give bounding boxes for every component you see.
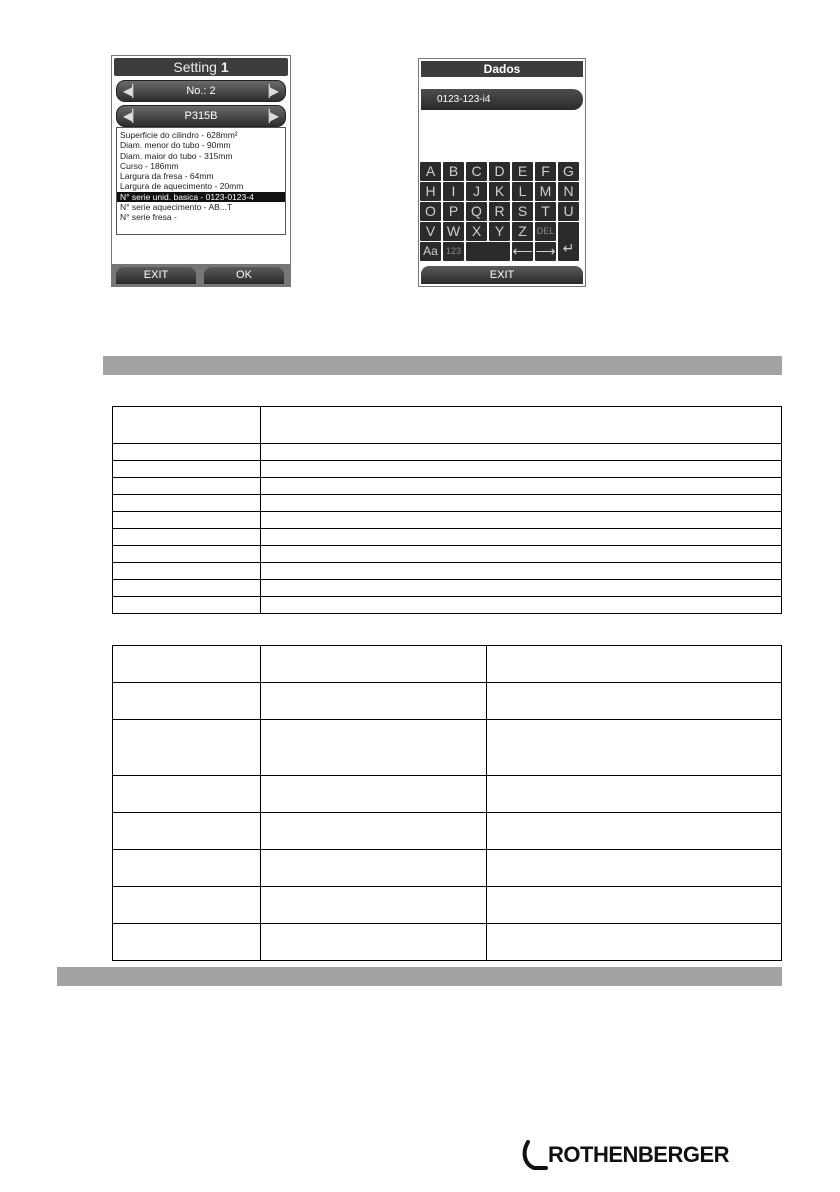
data-input-field[interactable]: 0123-123-i4: [421, 89, 583, 110]
section-header-bar: [57, 967, 782, 986]
enter-icon: ↵: [562, 240, 575, 256]
info-row[interactable]: Superficie do cilindro - 628mm²: [120, 130, 238, 140]
table-row: [113, 407, 782, 444]
key-j[interactable]: J: [466, 182, 487, 201]
exit-button[interactable]: EXIT: [116, 267, 196, 284]
key-y[interactable]: Y: [489, 222, 510, 241]
key-d[interactable]: D: [489, 162, 510, 181]
info-list: [116, 127, 286, 235]
key-z[interactable]: Z: [512, 222, 533, 241]
enter-key[interactable]: [558, 222, 579, 261]
table-row: [113, 563, 782, 580]
arrow-right-icon: ⟶: [535, 243, 556, 259]
delete-key[interactable]: DEL: [535, 222, 556, 241]
info-row[interactable]: Largura da fresa - 64mm: [120, 171, 214, 182]
arrow-right-icon[interactable]: ▕▶: [260, 109, 279, 123]
key-m[interactable]: M: [535, 182, 556, 201]
table-row: [113, 924, 782, 961]
table-row: [113, 646, 782, 683]
dados-screen: [418, 58, 586, 287]
key-a[interactable]: A: [420, 162, 441, 181]
table-row: [113, 597, 782, 614]
info-row[interactable]: Curso - 186mm: [120, 160, 179, 171]
info-row[interactable]: Diam. menor do tubo - 90mm: [120, 140, 231, 151]
key-l[interactable]: L: [512, 182, 533, 201]
key-x[interactable]: X: [466, 222, 487, 241]
key-p[interactable]: P: [443, 202, 464, 221]
arrow-left-icon: ⟵: [512, 243, 533, 259]
rothenberger-logo: [520, 1138, 740, 1172]
key-h[interactable]: H: [420, 182, 441, 201]
exit-button[interactable]: EXIT: [421, 266, 583, 284]
section-header-bar: [103, 356, 782, 375]
number-selector-value: No.: 2: [186, 85, 216, 97]
table-row: [113, 813, 782, 850]
key-u[interactable]: U: [558, 202, 579, 221]
table-row: [113, 887, 782, 924]
logo-text: ROTHENBERGER: [548, 1142, 730, 1167]
dados-title: Dados: [421, 61, 583, 77]
table-row: [113, 683, 782, 720]
table-row: [113, 546, 782, 563]
info-row[interactable]: Diam. maior do tubo - 315mm: [120, 150, 233, 161]
info-row[interactable]: N° serie aquecimento - AB...T: [120, 202, 233, 213]
model-selector-value: P315B: [184, 110, 218, 122]
arrow-left-key[interactable]: [512, 242, 533, 261]
key-k[interactable]: K: [489, 182, 510, 201]
key-t[interactable]: T: [535, 202, 556, 221]
key-b[interactable]: B: [443, 162, 464, 181]
key-c[interactable]: C: [466, 162, 487, 181]
arrow-left-icon[interactable]: ◀▏: [123, 84, 142, 98]
table-row: [113, 529, 782, 546]
info-row[interactable]: Largura de aquecimento - 20mm: [120, 181, 244, 192]
setting-screen: [111, 55, 291, 287]
key-r[interactable]: R: [489, 202, 510, 221]
table-row: [113, 461, 782, 478]
logo-swoosh-icon: [520, 1138, 550, 1172]
key-n[interactable]: N: [558, 182, 579, 201]
table-row: [113, 512, 782, 529]
key-f[interactable]: F: [535, 162, 556, 181]
ok-button[interactable]: OK: [204, 267, 284, 284]
table-row: [113, 444, 782, 461]
table-row: [113, 495, 782, 512]
info-row[interactable]: N° serie fresa -: [120, 212, 177, 223]
key-q[interactable]: Q: [466, 202, 487, 221]
key-s[interactable]: S: [512, 202, 533, 221]
numeric-key[interactable]: 123: [443, 242, 464, 261]
table-row: [113, 776, 782, 813]
key-w[interactable]: W: [443, 222, 464, 241]
case-toggle-key[interactable]: Aa: [420, 242, 441, 261]
key-o[interactable]: O: [420, 202, 441, 221]
key-v[interactable]: V: [420, 222, 441, 241]
table-row: [113, 720, 782, 776]
model-selector[interactable]: [116, 105, 286, 127]
number-selector[interactable]: [116, 80, 286, 102]
table-row: [113, 580, 782, 597]
table-empty-three-column: [112, 645, 782, 961]
key-g[interactable]: G: [558, 162, 579, 181]
info-row-selected[interactable]: N° serie unid. basica - 0123-0123-4: [117, 192, 285, 202]
table-empty-two-column: [112, 406, 782, 614]
key-i[interactable]: I: [443, 182, 464, 201]
setting-title: Setting 1: [114, 58, 288, 76]
arrow-right-icon[interactable]: ▕▶: [260, 84, 279, 98]
table-row: [113, 850, 782, 887]
table-row: [113, 478, 782, 495]
key-e[interactable]: E: [512, 162, 533, 181]
arrow-left-icon[interactable]: ◀▏: [123, 109, 142, 123]
button-bar: [112, 264, 290, 286]
space-key[interactable]: [466, 242, 510, 261]
arrow-right-key[interactable]: [535, 242, 556, 261]
